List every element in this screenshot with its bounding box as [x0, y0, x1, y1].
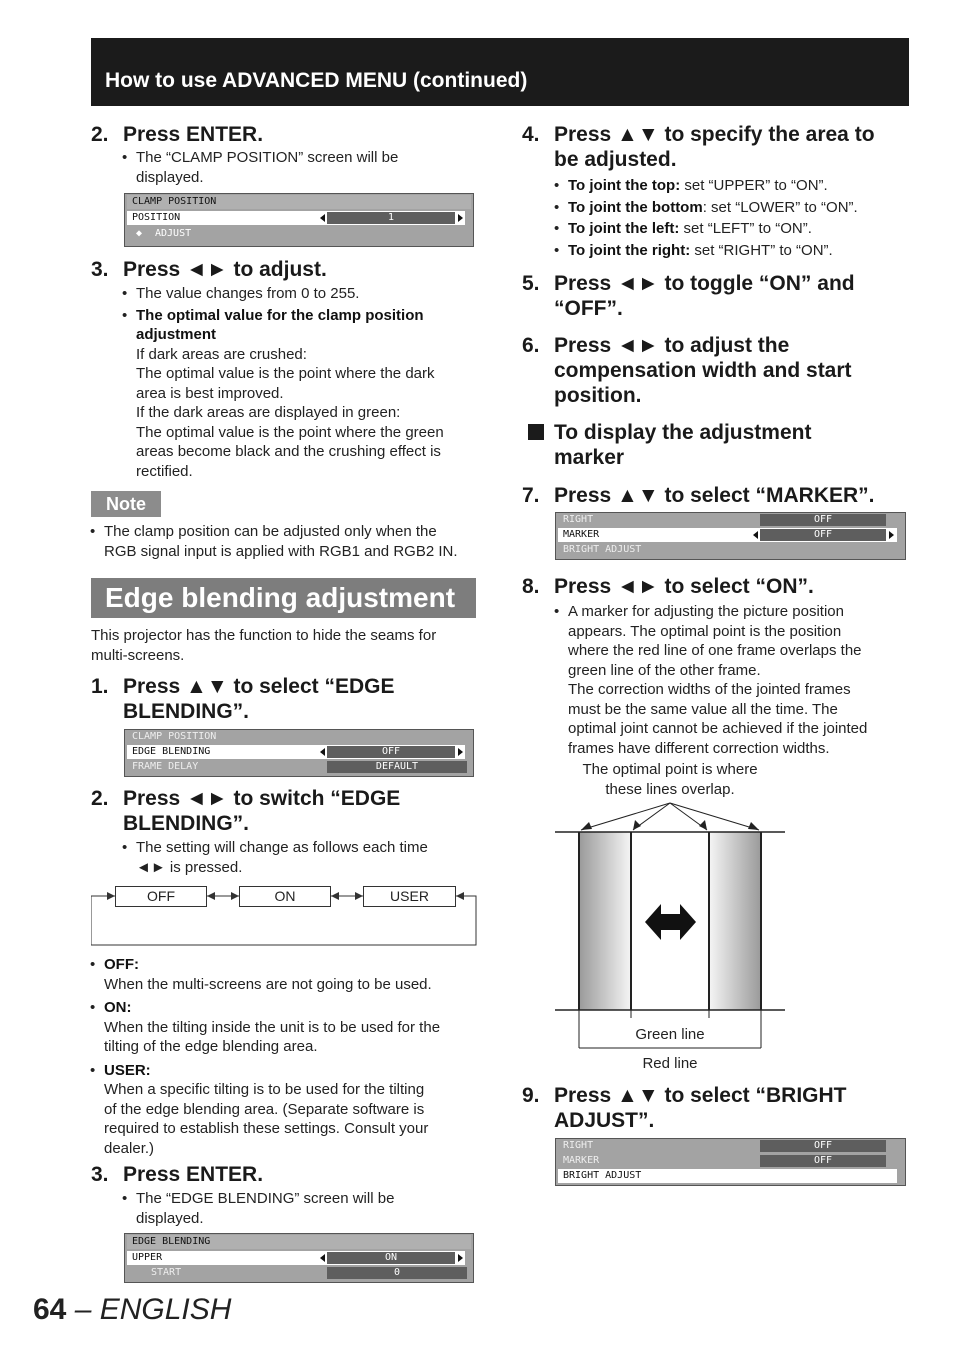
- osd-row-label: POSITION: [132, 212, 181, 223]
- section-title: Edge blending adjustment: [105, 582, 456, 613]
- step-6: 6. Press ◄► to adjust the compensation width and start position.: [522, 334, 852, 407]
- step-8-body: • A marker for adjusting the picture position appears. The optimal point is the position where the red line of one frame overlaps the green line of the other frame. The correction widths of the jointed frames must be the same value all the time. The optimal joint cannot be achieved if the jointed frames have different correction widths.: [554, 603, 868, 757]
- edge-step-3-bullet: • The “EDGE BLENDING” screen will be displayed.: [122, 1190, 395, 1227]
- osd-row-value: 1: [327, 212, 455, 224]
- osd-row-label: RIGHT: [563, 1140, 594, 1151]
- osd-row-label: BRIGHT ADJUST: [563, 1170, 642, 1181]
- flow-on: ON: [239, 886, 331, 907]
- osd-row-label: BRIGHT ADJUST: [563, 544, 642, 555]
- step-9: 9. Press ▲▼ to select “BRIGHT ADJUST”.: [522, 1084, 847, 1132]
- edge-step-2-bullet: • The setting will change as follows each time ◄► is pressed.: [122, 839, 428, 876]
- step-2-bullet: • The “CLAMP POSITION” screen will be displayed.: [122, 149, 399, 186]
- marker-diagram: [555, 800, 790, 1080]
- step-number: 7.: [522, 484, 540, 507]
- step-number: 8.: [522, 575, 540, 598]
- mode-options: • OFF: When the multi-screens are not going to be used. • ON: When the tilting inside the unit is to be used for the tilting of the edge blending area. • USER: When a specific tilting is to be used for the tilting of the edge blending area. (Separate software is required to establish these settings. Consult your dealer.): [90, 956, 441, 1157]
- arrow-left-icon: [320, 214, 325, 222]
- osd-edge-blending-screen: [124, 1233, 474, 1283]
- step-title: Press ◄► to select “ON”.: [554, 575, 814, 598]
- step-number: 9.: [522, 1084, 540, 1107]
- arrow-left-icon: [320, 748, 325, 756]
- step-2-press-enter: [91, 122, 481, 148]
- diagram-caption: The optimal point is where these lines overlap.: [582, 761, 758, 798]
- arrow-right-icon: [458, 1254, 463, 1262]
- osd-row-label: RIGHT: [563, 514, 594, 525]
- step-title: Press ◄► to adjust.: [123, 258, 327, 281]
- step-5: 5. Press ◄► to toggle “ON” and “OFF”.: [522, 272, 855, 320]
- note-tag: Note: [91, 491, 161, 517]
- edge-step-1: 1. Press ▲▼ to select “EDGE BLENDING”.: [91, 675, 395, 723]
- edge-step-2: 2. Press ◄► to switch “EDGE BLENDING”.: [91, 787, 401, 835]
- header-title: How to use ADVANCED MENU (continued): [105, 69, 528, 92]
- arrow-right-icon: [889, 531, 894, 539]
- page-footer: [33, 1293, 231, 1327]
- osd-row-value: OFF: [760, 1155, 886, 1167]
- step-8: [522, 574, 912, 600]
- step-number: 4.: [522, 123, 540, 146]
- osd-row-label: MARKER: [563, 529, 600, 540]
- arrow-left-icon: [753, 531, 758, 539]
- step-number: 6.: [522, 334, 540, 357]
- osd-clamp-position: [124, 193, 474, 247]
- footer-dash: –: [66, 1293, 100, 1326]
- osd-bright-adjust-menu: [555, 1138, 906, 1186]
- green-line-label: Green line: [635, 1026, 705, 1043]
- osd-row-value: DEFAULT: [327, 761, 467, 773]
- osd-row-label: EDGE BLENDING: [132, 746, 211, 757]
- left-right-arrows-icon: ◆: [136, 228, 143, 239]
- arrow-right-icon: [458, 214, 463, 222]
- section-intro: This projector has the function to hide the seams for multi-screens.: [91, 627, 437, 664]
- osd-row-label: START: [151, 1267, 182, 1278]
- arrow-left-icon: [320, 1254, 325, 1262]
- osd-row-value: ON: [327, 1252, 455, 1264]
- osd-row-label: CLAMP POSITION: [132, 731, 217, 742]
- step-title: Press ▲▼ to select “MARKER”.: [554, 484, 875, 507]
- double-arrow-icon: [645, 904, 696, 940]
- step-title: Press ENTER.: [123, 1163, 264, 1186]
- osd-row-value: OFF: [760, 529, 886, 541]
- osd-row-value: OFF: [760, 514, 886, 526]
- step-number: 5.: [522, 272, 540, 295]
- square-bullet-icon: [528, 424, 544, 440]
- step-title: Press ENTER.: [123, 123, 264, 146]
- osd-row-label: ADJUST: [155, 228, 192, 239]
- osd-row-value: OFF: [327, 746, 455, 758]
- subhead-marker: To display the adjustment marker: [522, 420, 912, 472]
- osd-title: CLAMP POSITION: [132, 196, 217, 207]
- footer-language: ENGLISH: [99, 1293, 232, 1326]
- step-number: 2.: [91, 123, 109, 146]
- step-3-body: • The value changes from 0 to 255. • The optimal value for the clamp position adjustment If dark areas are crushed: The optimal value is the point where the dark area is best improved. If the dark areas are displayed in green: The optimal value is the point where the green areas become black and the crushing effect is rectified.: [122, 285, 444, 480]
- arrow-right-icon: [458, 748, 463, 756]
- step-number: 3.: [91, 258, 109, 281]
- osd-edge-blending-menu: [124, 729, 474, 777]
- osd-row-label: MARKER: [563, 1155, 600, 1166]
- step-4-bullets: • To joint the top: set “UPPER” to “ON”. • To joint the bottom: set “LOWER” to “ON”. • To joint the left: set “LEFT” to “ON”. • To joint the right: set “RIGHT” to “ON”.: [554, 177, 858, 259]
- page-number: 64: [33, 1293, 67, 1326]
- flow-off: OFF: [115, 886, 207, 907]
- left-frame-gradient: [579, 832, 631, 1010]
- note-text: • The clamp position can be adjusted only when the RGB signal input is applied with RGB1 and RGB2 IN.: [90, 523, 458, 560]
- osd-marker-menu: [555, 512, 906, 560]
- mode-cycle-diagram: [91, 884, 477, 946]
- right-frame-gradient: [709, 832, 761, 1010]
- edge-step-3: [91, 1162, 481, 1188]
- red-line-label: Red line: [642, 1055, 698, 1072]
- osd-row-label: FRAME DELAY: [132, 761, 199, 772]
- step-number: 2.: [91, 787, 109, 810]
- flow-user: USER: [363, 886, 456, 907]
- step-7: [522, 483, 912, 509]
- osd-row-value: OFF: [760, 1140, 886, 1152]
- osd-title: EDGE BLENDING: [132, 1236, 211, 1247]
- step-4: 4. Press ▲▼ to specify the area to be adjusted.: [522, 123, 875, 171]
- step-number: 1.: [91, 675, 109, 698]
- step-number: 3.: [91, 1163, 109, 1186]
- osd-row-value: 0: [327, 1267, 467, 1279]
- step-3-press-adjust: [91, 257, 481, 283]
- osd-row-label: UPPER: [132, 1252, 163, 1263]
- page-header: [91, 38, 909, 106]
- section-title-bar: [91, 578, 476, 618]
